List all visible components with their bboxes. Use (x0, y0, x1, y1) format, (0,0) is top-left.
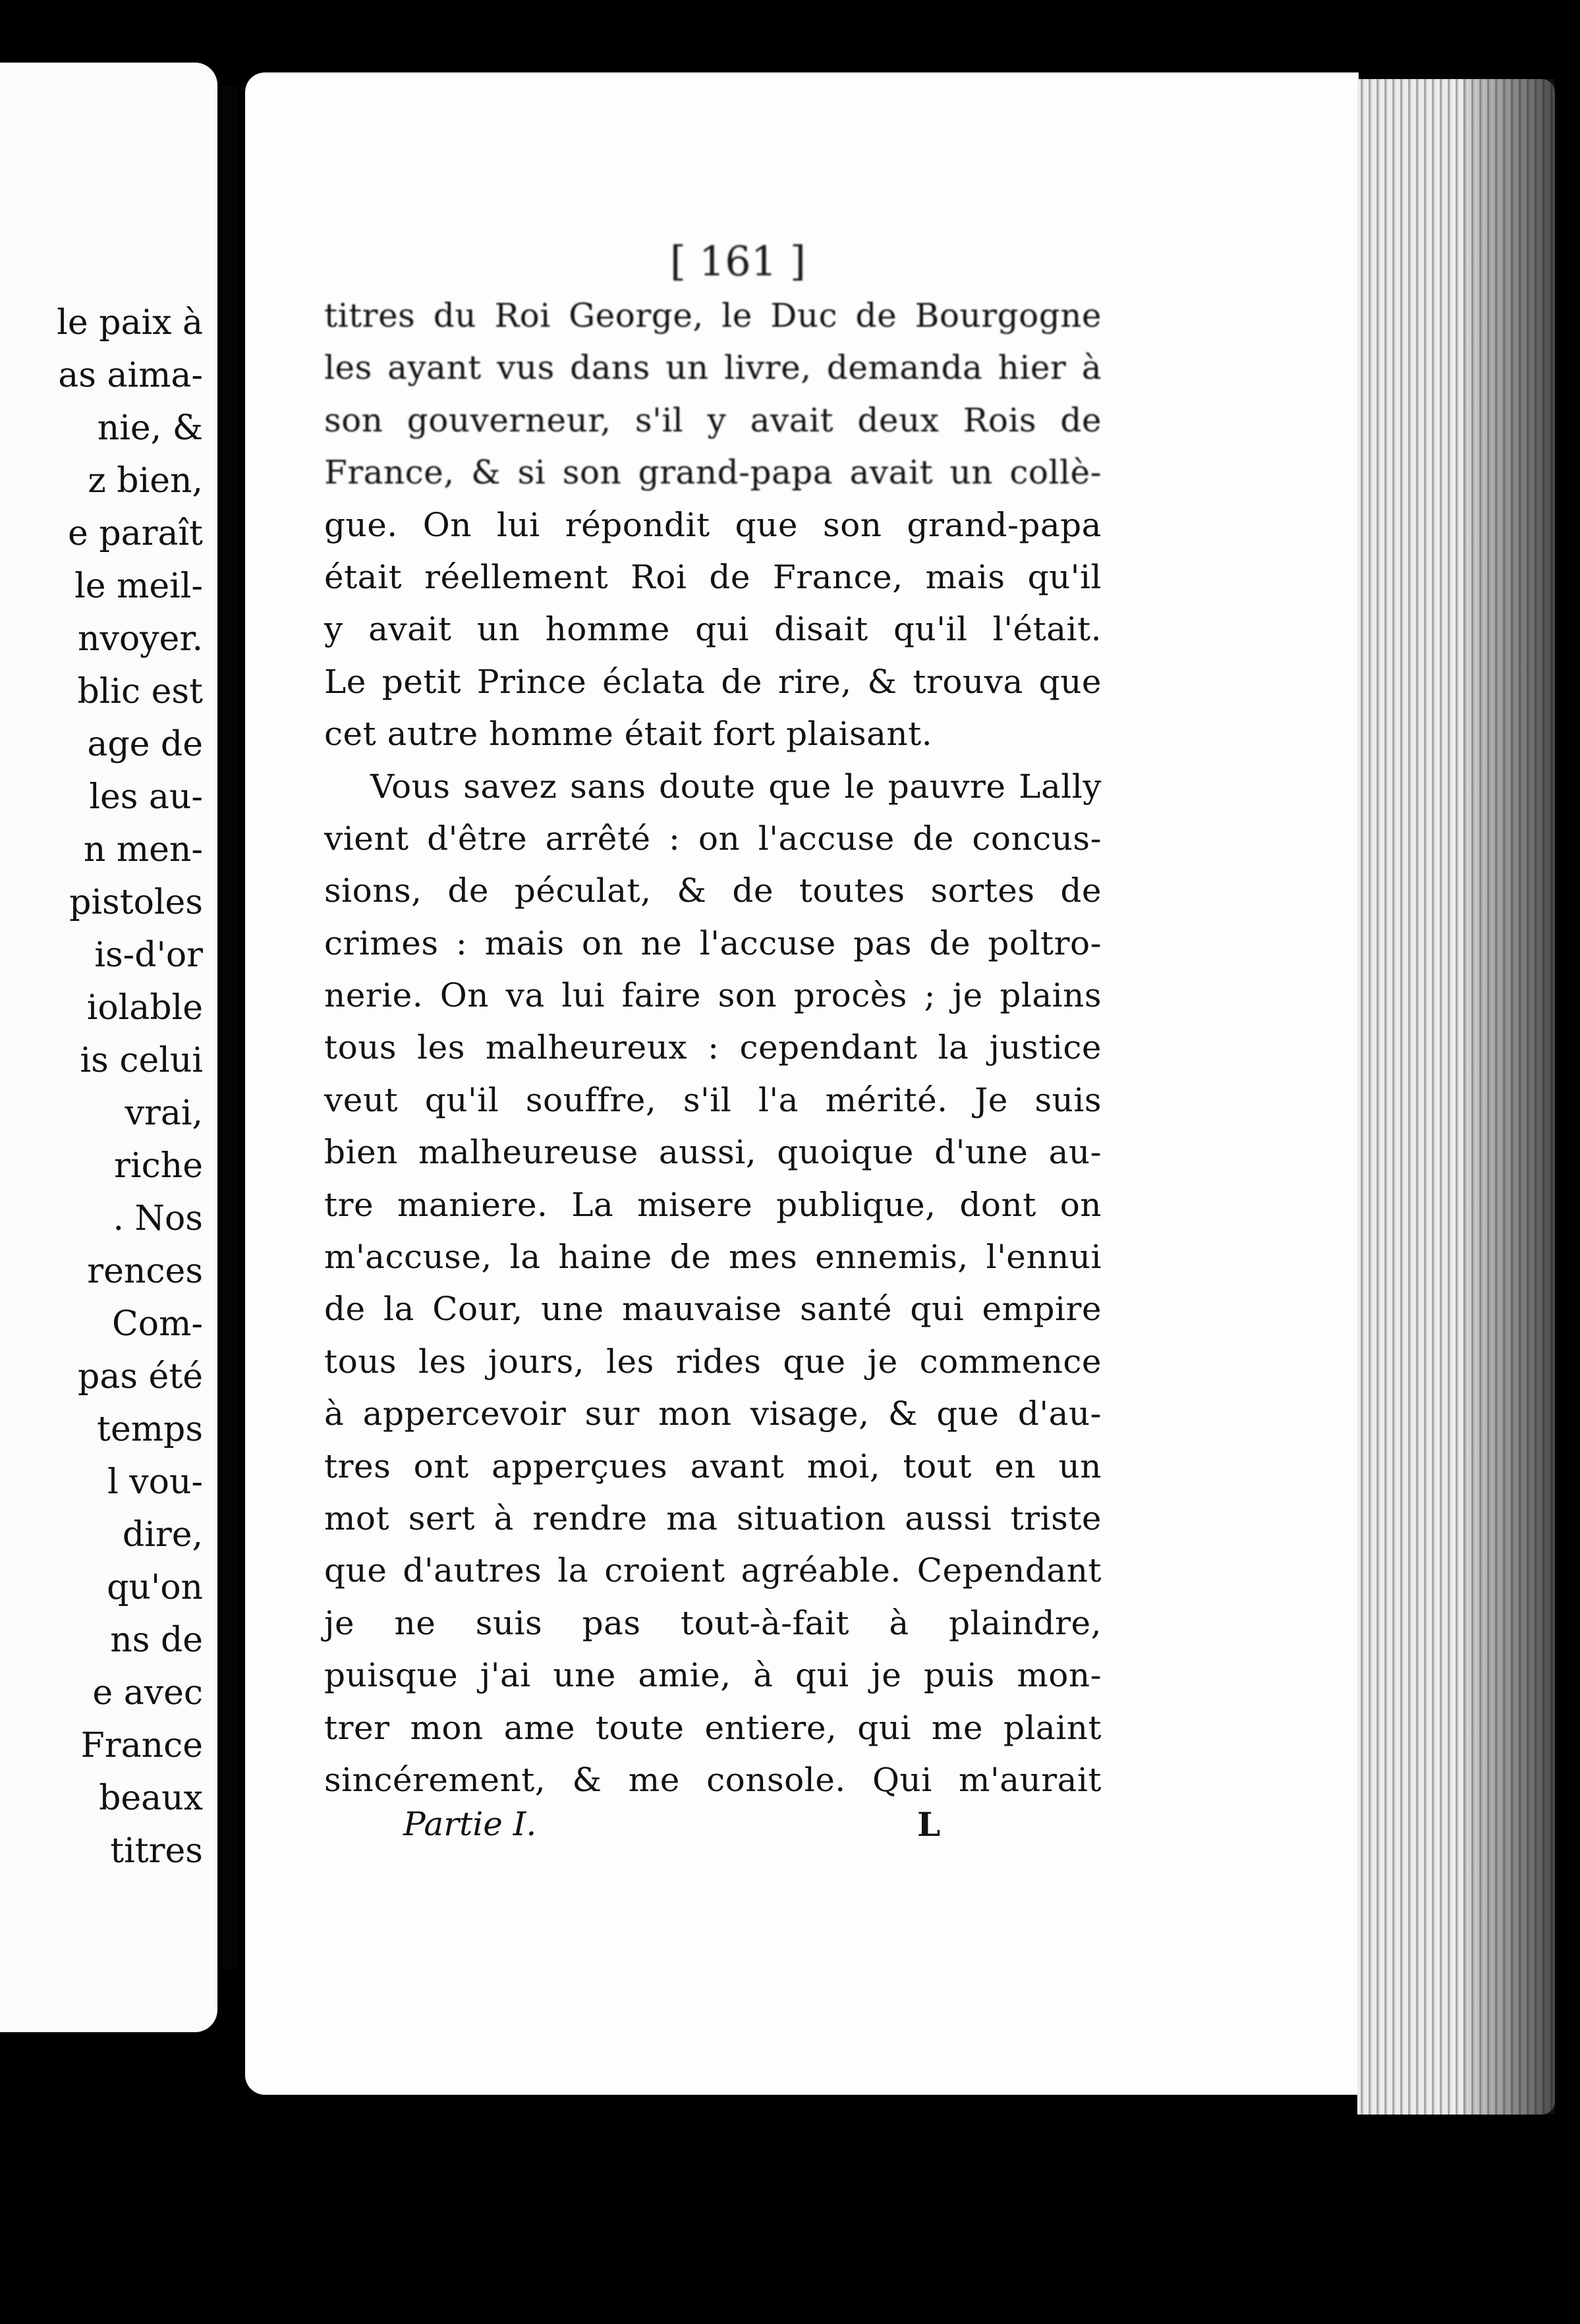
text-line: mot sert à rendre ma situation aussi triste (324, 1499, 1102, 1537)
left-text-line: vrai, (125, 1093, 203, 1133)
left-text-line: pas été (78, 1357, 203, 1397)
left-text-line: e avec (92, 1673, 203, 1713)
left-text-line: is celui (80, 1041, 203, 1080)
text-line: Vous savez sans doute que le pauvre Lally (370, 767, 1102, 806)
page-edges (1357, 79, 1555, 2115)
left-text-line: qu'on (107, 1568, 203, 1607)
left-text-line: pistoles (69, 883, 203, 922)
text-line: de la Cour, une mauvaise santé qui empire (324, 1290, 1102, 1329)
page-header: [ 161 ] (669, 237, 806, 285)
text-line: nerie. On va lui faire son procès ; je plains (324, 976, 1102, 1015)
left-text-line: dire, (122, 1515, 203, 1555)
text-line: y avait un homme qui disait qu'il l'était. (324, 610, 1102, 649)
text-line: gue. On lui répondit que son grand-papa (324, 505, 1102, 544)
left-page (0, 63, 217, 2032)
left-text-line: rences (87, 1252, 203, 1291)
left-text-line: n men- (83, 830, 203, 870)
text-line: tres ont apperçues avant moi, tout en un (324, 1447, 1102, 1485)
left-text-line: l vou- (107, 1462, 203, 1502)
text-line: m'accuse, la haine de mes ennemis, l'ennui (324, 1238, 1102, 1277)
text-line: je ne suis pas tout-à-fait à plaindre, (324, 1603, 1102, 1642)
left-text-line: France (80, 1726, 203, 1765)
text-line: crimes : mais on ne l'accuse pas de poltro- (324, 924, 1102, 962)
left-text-line: titres (110, 1831, 203, 1871)
text-line: trer mon ame toute entiere, qui me plaint (324, 1708, 1102, 1747)
left-text-line: e paraît (68, 514, 203, 553)
text-line: à appercevoir sur mon visage, & que d'au- (324, 1395, 1102, 1433)
left-text-line: age de (87, 725, 203, 764)
left-text-line: nie, & (97, 408, 203, 448)
text-line: vient d'être arrêté : on l'accuse de concus- (324, 819, 1102, 858)
left-text-line: is-d'or (94, 935, 203, 975)
text-line: cet autre homme était fort plaisant. (324, 715, 933, 754)
text-line: puisque j'ai une amie, à qui je puis mon- (324, 1656, 1102, 1695)
left-text-line: z bien, (88, 461, 203, 501)
left-text-line: temps (97, 1410, 203, 1449)
left-text-line: . Nos (113, 1199, 203, 1238)
text-line: son gouverneur, s'il y avait deux Rois de (324, 401, 1102, 439)
text-line: les ayant vus dans un livre, demanda hier à (324, 348, 1102, 387)
text-line: sincérement, & me console. Qui m'aurait (324, 1760, 1102, 1799)
text-line: tous les malheureux : cependant la justice (324, 1028, 1102, 1067)
left-text-line: riche (114, 1146, 203, 1186)
text-line: tre maniere. La misere publique, dont on (324, 1185, 1102, 1224)
signature-letter: L (917, 1805, 941, 1844)
left-text-line: nvoyer. (78, 619, 203, 659)
text-line: France, & si son grand-papa avait un collè- (324, 453, 1102, 492)
text-line: était réellement Roi de France, mais qu'il (324, 557, 1102, 596)
text-line: bien malheureuse aussi, quoique d'une au- (324, 1133, 1102, 1172)
signature-mark-partie: Partie I. (403, 1805, 537, 1843)
left-text-line: as aima- (58, 356, 203, 395)
text-line: Le petit Prince éclata de rire, & trouva que (324, 662, 1102, 701)
left-text-line: beaux (99, 1779, 203, 1818)
left-text-line: Com- (112, 1304, 203, 1344)
left-text-line: ns de (110, 1620, 203, 1660)
left-text-line: les au- (89, 777, 203, 817)
left-text-line: le meil- (74, 567, 203, 606)
left-text-line: iolable (86, 988, 203, 1028)
left-text-line: le paix à (57, 303, 203, 343)
text-line: tous les jours, les rides que je commence (324, 1342, 1102, 1381)
book-gutter (223, 86, 237, 1970)
left-page-text (0, 296, 203, 1877)
text-line: sions, de péculat, & de toutes sortes de (324, 872, 1102, 910)
text-line: titres du Roi George, le Duc de Bourgogne (324, 296, 1102, 335)
text-line: veut qu'il souffre, s'il l'a mérité. Je suis (324, 1080, 1102, 1119)
left-text-line: blic est (77, 672, 203, 711)
text-line: que d'autres la croient agréable. Cependant (324, 1551, 1102, 1590)
page-body-text (324, 290, 1102, 1806)
